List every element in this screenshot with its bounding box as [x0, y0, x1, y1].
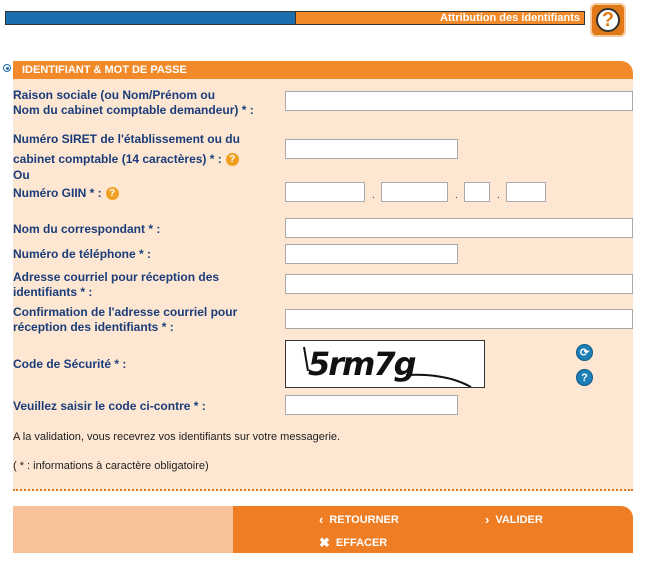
retourner-button[interactable]	[319, 512, 399, 527]
code-securite-label: Code de Sécurité * :	[13, 357, 127, 371]
captcha-help-icon[interactable]: ?	[576, 369, 593, 386]
saisir-code-label: Veuillez saisir le code ci-contre * :	[13, 399, 206, 413]
progress-completed-segment	[6, 12, 296, 24]
correspondant-label: Nom du correspondant * :	[13, 222, 161, 236]
effacer-button[interactable]	[319, 535, 387, 551]
section-title: IDENTIFIANT & MOT DE PASSE	[13, 61, 633, 79]
captcha-refresh-icon[interactable]: ⟳	[576, 344, 593, 361]
chevron-right-icon: ›	[485, 512, 490, 527]
progress-bar	[5, 11, 585, 25]
siret-input[interactable]	[285, 139, 458, 159]
siret-label: Numéro SIRET de l'établissement ou du cabinet comptable (14 caractères) * : ?	[13, 132, 240, 166]
chevron-left-icon: ‹	[319, 512, 324, 527]
giin-separator: .	[372, 190, 375, 201]
telephone-label: Numéro de téléphone * :	[13, 247, 152, 261]
giin-input-3[interactable]	[464, 182, 490, 202]
action-bar	[13, 506, 633, 553]
info-obligatoire-text: ( * : informations à caractère obligatoire)	[13, 460, 209, 472]
siret-help-icon[interactable]: ?	[226, 153, 239, 166]
retourner-label: RETOURNER	[329, 513, 399, 526]
giin-help-icon[interactable]: ?	[106, 187, 119, 200]
info-validation-text: A la validation, vous recevrez vos identifiants sur votre messagerie.	[13, 431, 341, 443]
section-bullet-icon	[3, 64, 11, 72]
giin-input-2[interactable]	[381, 182, 448, 202]
code-securite-input[interactable]	[285, 395, 458, 415]
raison-sociale-label: Raison sociale (ou Nom/Prénom ou Nom du cabinet comptable demandeur) * :	[13, 88, 254, 117]
giin-label: Numéro GIIN * : ?	[13, 186, 119, 201]
help-question-icon: ?	[596, 8, 620, 32]
divider	[13, 489, 633, 491]
captcha-image	[285, 340, 485, 388]
confirmation-courriel-label: Confirmation de l'adresse courriel pour réception des identifiants * :	[13, 305, 238, 334]
action-bar-left	[13, 506, 233, 553]
confirmation-courriel-input[interactable]	[285, 309, 633, 329]
valider-button[interactable]	[485, 512, 543, 527]
giin-input-4[interactable]	[506, 182, 546, 202]
captcha-text: 5rm7g	[308, 345, 415, 383]
giin-separator: .	[497, 190, 500, 201]
effacer-label: EFFACER	[335, 537, 388, 549]
action-bar-right	[233, 506, 633, 553]
courriel-label: Adresse courriel pour réception des identifiants * :	[13, 270, 220, 299]
correspondant-input[interactable]	[285, 218, 633, 238]
close-icon: ✖	[319, 535, 330, 550]
help-button[interactable]	[590, 3, 626, 37]
giin-input-1[interactable]	[285, 182, 365, 202]
form-panel	[13, 79, 633, 491]
ou-label: Ou	[13, 168, 30, 182]
raison-sociale-input[interactable]	[285, 91, 633, 111]
progress-step-title: Attribution des identifiants	[296, 12, 584, 24]
giin-separator: .	[455, 190, 458, 201]
courriel-input[interactable]	[285, 274, 633, 294]
telephone-input[interactable]	[285, 244, 458, 264]
valider-label: VALIDER	[495, 513, 543, 526]
